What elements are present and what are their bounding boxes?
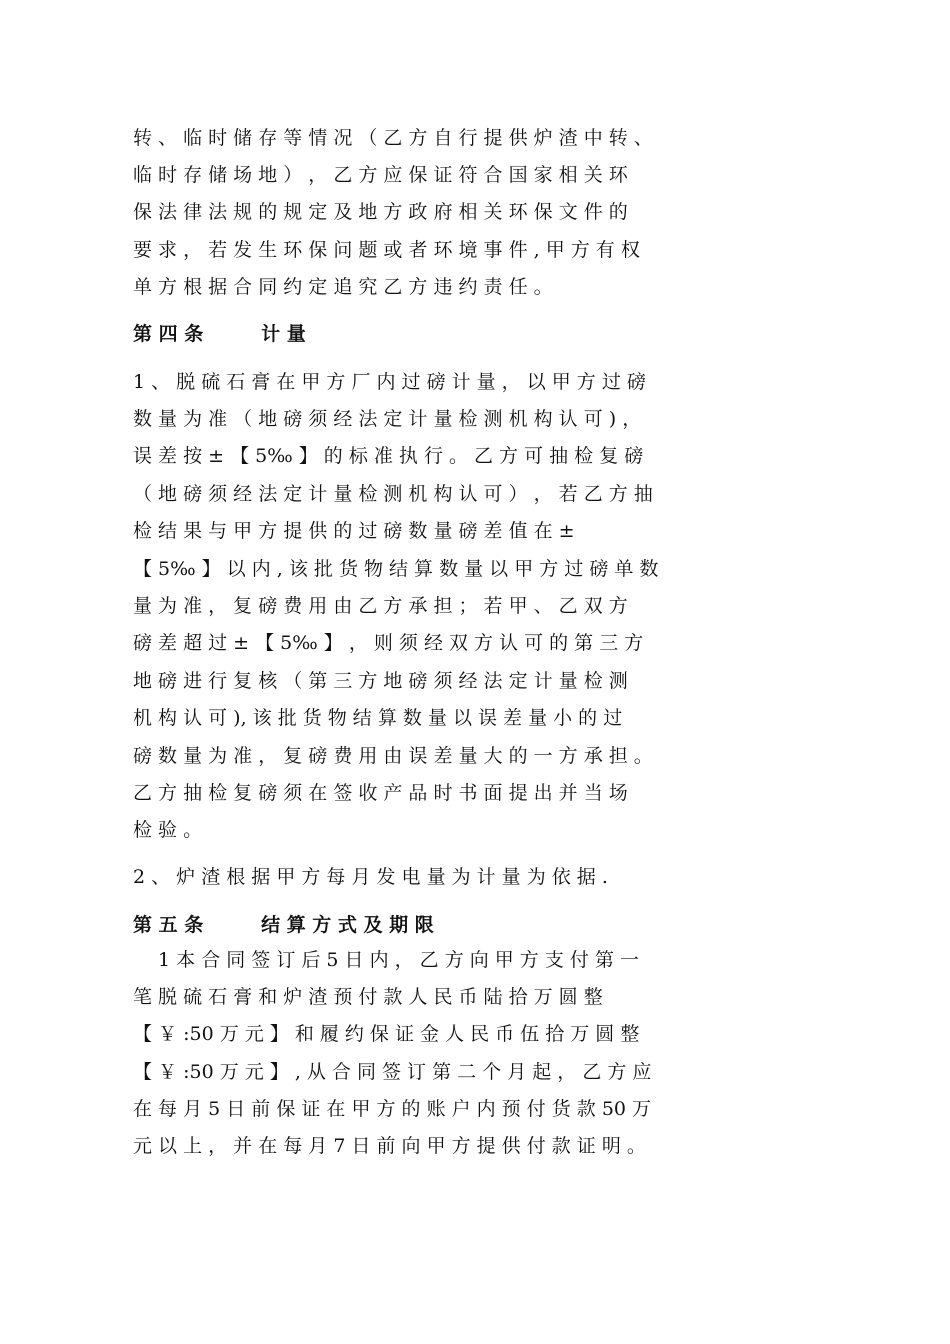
body-line: 元 以 上 ， 并 在 每 月 7 日 前 向 甲 方 提 供 付 款 证 明 。 (133, 1135, 646, 1157)
body-line: 要 求 ， 若 发 生 环 保 问 题 或 者 环 境 事 件 , 甲 方 有 权 (133, 239, 640, 261)
body-line: 1 、 脱 硫 石 膏 在 甲 方 厂 内 过 磅 计 量 ， 以 甲 方 过 磅 (133, 371, 646, 393)
body-line: 检 结 果 与 甲 方 提 供 的 过 磅 数 量 磅 差 值 在 ± (133, 520, 575, 542)
body-line: 【 ￥ :50 万 元 】 , 从 合 同 签 订 第 二 个 月 起 ， 乙 方 应 (133, 1061, 652, 1083)
body-line: 保 法 律 法 规 的 规 定 及 地 方 政 府 相 关 环 保 文 件 的 (133, 201, 628, 223)
body-line: 2 、 炉 渣 根 据 甲 方 每 月 发 电 量 为 计 量 为 依 据 . (133, 866, 608, 888)
body-line: 地 磅 进 行 复 核 （ 第 三 方 地 磅 须 经 法 定 计 量 检 测 (133, 670, 628, 692)
body-line: 【 ￥ :50 万 元 】 和 履 约 保 证 金 人 民 币 伍 拾 万 圆 整 (133, 1023, 640, 1045)
section-heading-article-4: 第 四 条 计 量 (133, 323, 306, 345)
body-line: 磅 数 量 为 准 ， 复 磅 费 用 由 误 差 量 大 的 一 方 承 担 。 (133, 745, 653, 767)
body-line: 误 差 按 ± 【 5‰ 】 的 标 准 执 行 。 乙 方 可 抽 检 复 磅 (133, 445, 644, 467)
body-line: 单 方 根 据 合 同 约 定 追 究 乙 方 违 约 责 任 。 (133, 276, 553, 298)
body-line: 临 时 存 储 场 地 ） ， 乙 方 应 保 证 符 合 国 家 相 关 环 (133, 164, 628, 186)
section-heading-article-5: 第 五 条 结 算 方 式 及 期 限 (133, 914, 434, 936)
body-line: 磅 差 超 过 ± 【 5‰ 】 ， 则 须 经 双 方 认 可 的 第 三 方 (133, 632, 644, 654)
body-line: 量 为 准 ， 复 磅 费 用 由 乙 方 承 担 ； 若 甲 、 乙 双 方 (133, 595, 628, 617)
body-line: （ 地 磅 须 经 法 定 计 量 检 测 机 构 认 可 ） ， 若 乙 方 抽 (133, 483, 653, 505)
body-line: 【 5‰ 】 以 内 , 该 批 货 物 结 算 数 量 以 甲 方 过 磅 单 数 (133, 558, 659, 580)
body-line: 转 、 临 时 储 存 等 情 况 （ 乙 方 自 行 提 供 炉 渣 中 转 、 (133, 127, 653, 149)
body-line: 笔 脱 硫 石 膏 和 炉 渣 预 付 款 人 民 币 陆 拾 万 圆 整 (133, 986, 603, 1008)
body-line: 数 量 为 准 （ 地 磅 须 经 法 定 计 量 检 测 机 构 认 可 ) ， (133, 408, 642, 430)
body-line: 在 每 月 5 日 前 保 证 在 甲 方 的 账 户 内 预 付 货 款 50 万 (133, 1098, 652, 1120)
body-line: 乙 方 抽 检 复 磅 须 在 签 收 产 品 时 书 面 提 出 并 当 场 (133, 782, 628, 804)
body-line: 1 本 合 同 签 订 后 5 日 内 ， 乙 方 向 甲 方 支 付 第 一 (133, 949, 639, 971)
body-line: 机 构 认 可 ), 该 批 货 物 结 算 数 量 以 误 差 量 小 的 过 (133, 707, 623, 729)
body-line: 检 验 。 (133, 819, 203, 841)
